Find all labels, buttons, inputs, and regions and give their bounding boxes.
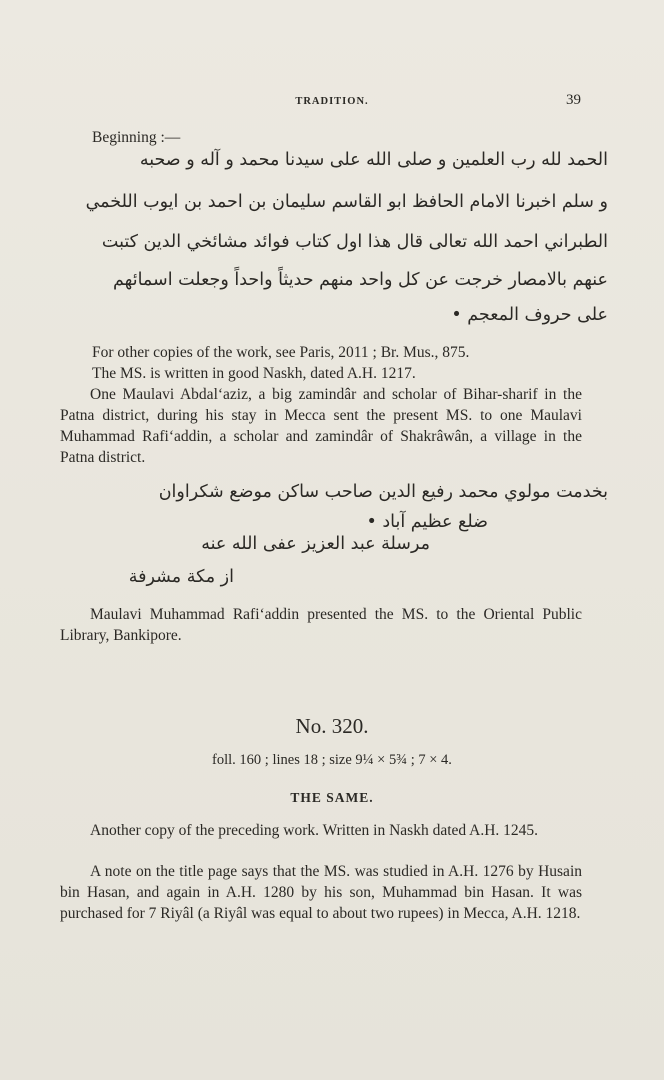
running-title: TRADITION. <box>295 96 369 107</box>
paragraph-written <box>92 363 572 384</box>
inscription-line-4: از مكة مشرفة <box>128 567 234 587</box>
arabic-line-1: الحمد لله رب العلمين و صلى الله على سيدنا محمد و آله و صحبه <box>139 150 608 170</box>
note-text: A note on the title page says that the MS. was studied in A.H. 1276 by Husain bin Hasan, and again in A.H. 1280 by his son, Muhammad bin Hasan. It was purchased for 7 Riyâl (a Riyâl was equal to about two rupees) in Mecca, A.H. 1218. <box>60 863 582 922</box>
entry-title: THE SAME. <box>290 790 374 805</box>
inscription-line-1: بخدمت مولوي محمد رفيع الدين صاحب ساكن موضع شكراوان <box>158 482 608 502</box>
arabic-line-4: عنهم بالامصار خرجت عن كل واحد منهم حديثاً واحداً وجعلت اسمائهم <box>113 270 608 290</box>
page-number: 39 <box>566 92 581 108</box>
beginning-label: Beginning :— <box>92 129 181 146</box>
arabic-line-3: الطبراني احمد الله تعالى قال هذا اول كتاب فوائد مشائخي الدين كتبت <box>101 232 608 252</box>
paragraph-another-copy <box>60 820 582 841</box>
entry-number: No. 320. <box>295 714 369 738</box>
paragraph-presented <box>60 604 582 646</box>
arabic-line-5: على حروف المعجم • <box>451 305 608 325</box>
written-text: The MS. is written in good Naskh, dated A.H. 1217. <box>92 365 416 382</box>
inscription-line-3: مرسلة عبد العزيز عفى الله عنه <box>201 534 430 554</box>
another-copy-text: Another copy of the preceding work. Written in Naskh dated A.H. 1245. <box>90 822 539 839</box>
provenance-text: One Maulavi Abdal‘aziz, a big zamindâr and scholar of Bihar-sharif in the Patna district, during his stay in Mecca sent the present MS. to one Maulavi Muhammad Rafi‘addin, a scholar and zamindâr of Shakrâwân, a village in the Patna district. <box>60 386 582 466</box>
other-copies-text: For other copies of the work, see Paris, 2011 ; Br. Mus., 875. <box>92 344 470 361</box>
entry-specification: foll. 160 ; lines 18 ; size 9¼ × 5¾ ; 7 × 4. <box>212 752 452 768</box>
inscription-line-2: ضلع عظيم آباد • <box>366 512 488 532</box>
paragraph-note <box>60 861 582 924</box>
paragraph-other-copies <box>92 342 572 363</box>
presented-text: Maulavi Muhammad Rafi‘addin presented the MS. to the Oriental Public Library, Bankipore. <box>60 606 582 644</box>
arabic-line-2: و سلم اخبرنا الامام الحافظ ابو القاسم سليمان بن احمد بن ايوب اللخمي <box>85 192 608 212</box>
paragraph-provenance <box>60 384 582 468</box>
